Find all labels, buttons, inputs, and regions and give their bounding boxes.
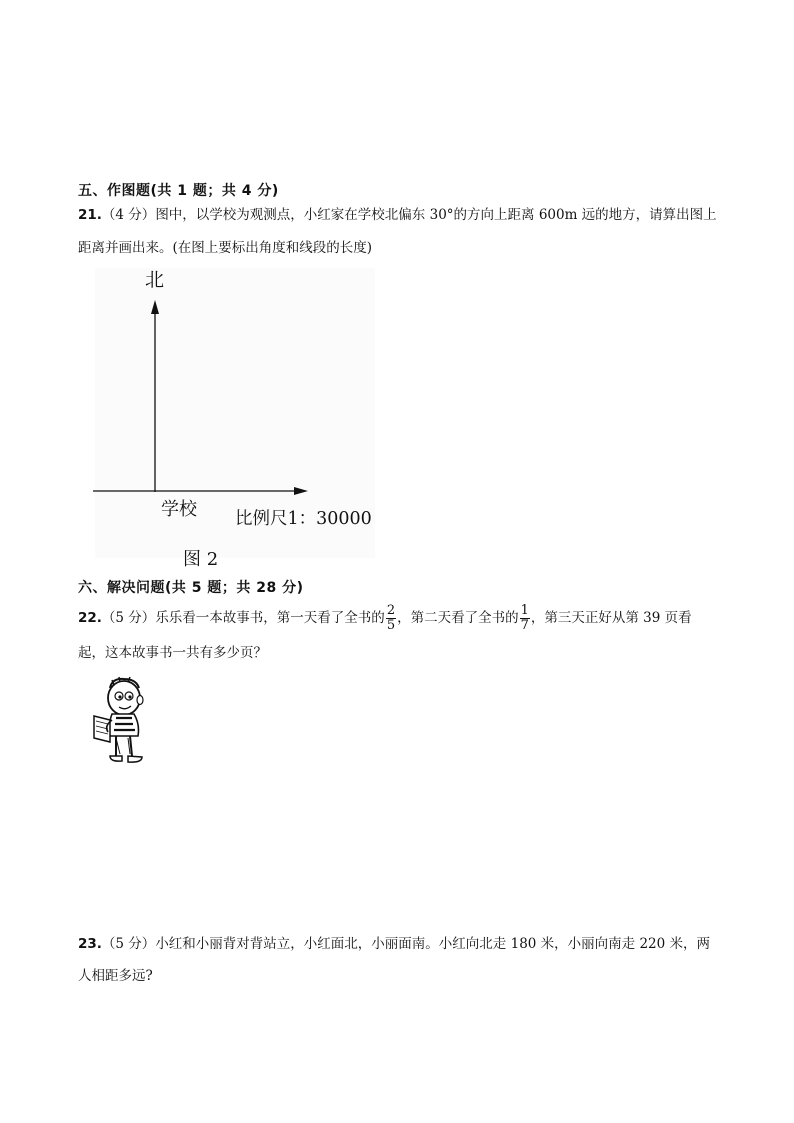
question-points: （5 分） bbox=[101, 610, 156, 626]
boy-reading-book-icon bbox=[88, 676, 156, 768]
fraction-denominator: 7 bbox=[520, 618, 529, 633]
question-22-line-2: 起，这本故事书一共有多少页？ bbox=[78, 645, 267, 661]
question-number: 23. bbox=[78, 936, 102, 952]
school-label: 学校 bbox=[161, 499, 197, 520]
fraction-numerator: 1 bbox=[520, 603, 529, 618]
question-points: （5 分） bbox=[101, 936, 156, 952]
question-text: 图中，以学校为观测点，小红家在学校北偏东 30°的方向上距离 600m 远的地方，请算出图上 bbox=[155, 207, 717, 223]
question-text-part-3: ，第三天正好从第 39 页看 bbox=[530, 610, 692, 626]
question-23-line-2: 人相距多远? bbox=[78, 968, 153, 984]
question-text-part-1: 乐乐看一本故事书，第一天看了全书的 bbox=[155, 610, 385, 626]
question-points: （4 分） bbox=[101, 207, 156, 223]
north-label: 北 bbox=[145, 269, 165, 291]
question-23-line-1 bbox=[78, 934, 710, 954]
figure-caption: 图 2 bbox=[183, 549, 219, 570]
compass-diagram bbox=[85, 262, 405, 572]
question-text-part-2: ，第二天看了全书的 bbox=[397, 610, 519, 626]
question-21-line-1 bbox=[78, 205, 717, 225]
question-22-line-1 bbox=[78, 600, 692, 636]
question-number: 22. bbox=[78, 610, 102, 626]
question-number: 21. bbox=[78, 207, 102, 223]
section-five-title: 五、作图题(共 1 题；共 4 分) bbox=[78, 183, 279, 199]
fraction-one-seventh bbox=[520, 604, 530, 633]
fraction-two-fifths bbox=[386, 604, 396, 633]
fraction-numerator: 2 bbox=[386, 603, 396, 618]
question-text: 小红和小丽背对背站立，小红面北，小丽面南。小红向北走 180 米，小丽向南走 220 米，两 bbox=[155, 936, 711, 952]
question-21-line-2: 距离并画出来。(在图上要标出角度和线段的长度) bbox=[78, 240, 373, 256]
scale-label: 比例尺1：30000 bbox=[235, 509, 372, 529]
section-six-title: 六、解决问题(共 5 题；共 28 分) bbox=[78, 580, 304, 596]
fraction-denominator: 5 bbox=[386, 618, 396, 633]
